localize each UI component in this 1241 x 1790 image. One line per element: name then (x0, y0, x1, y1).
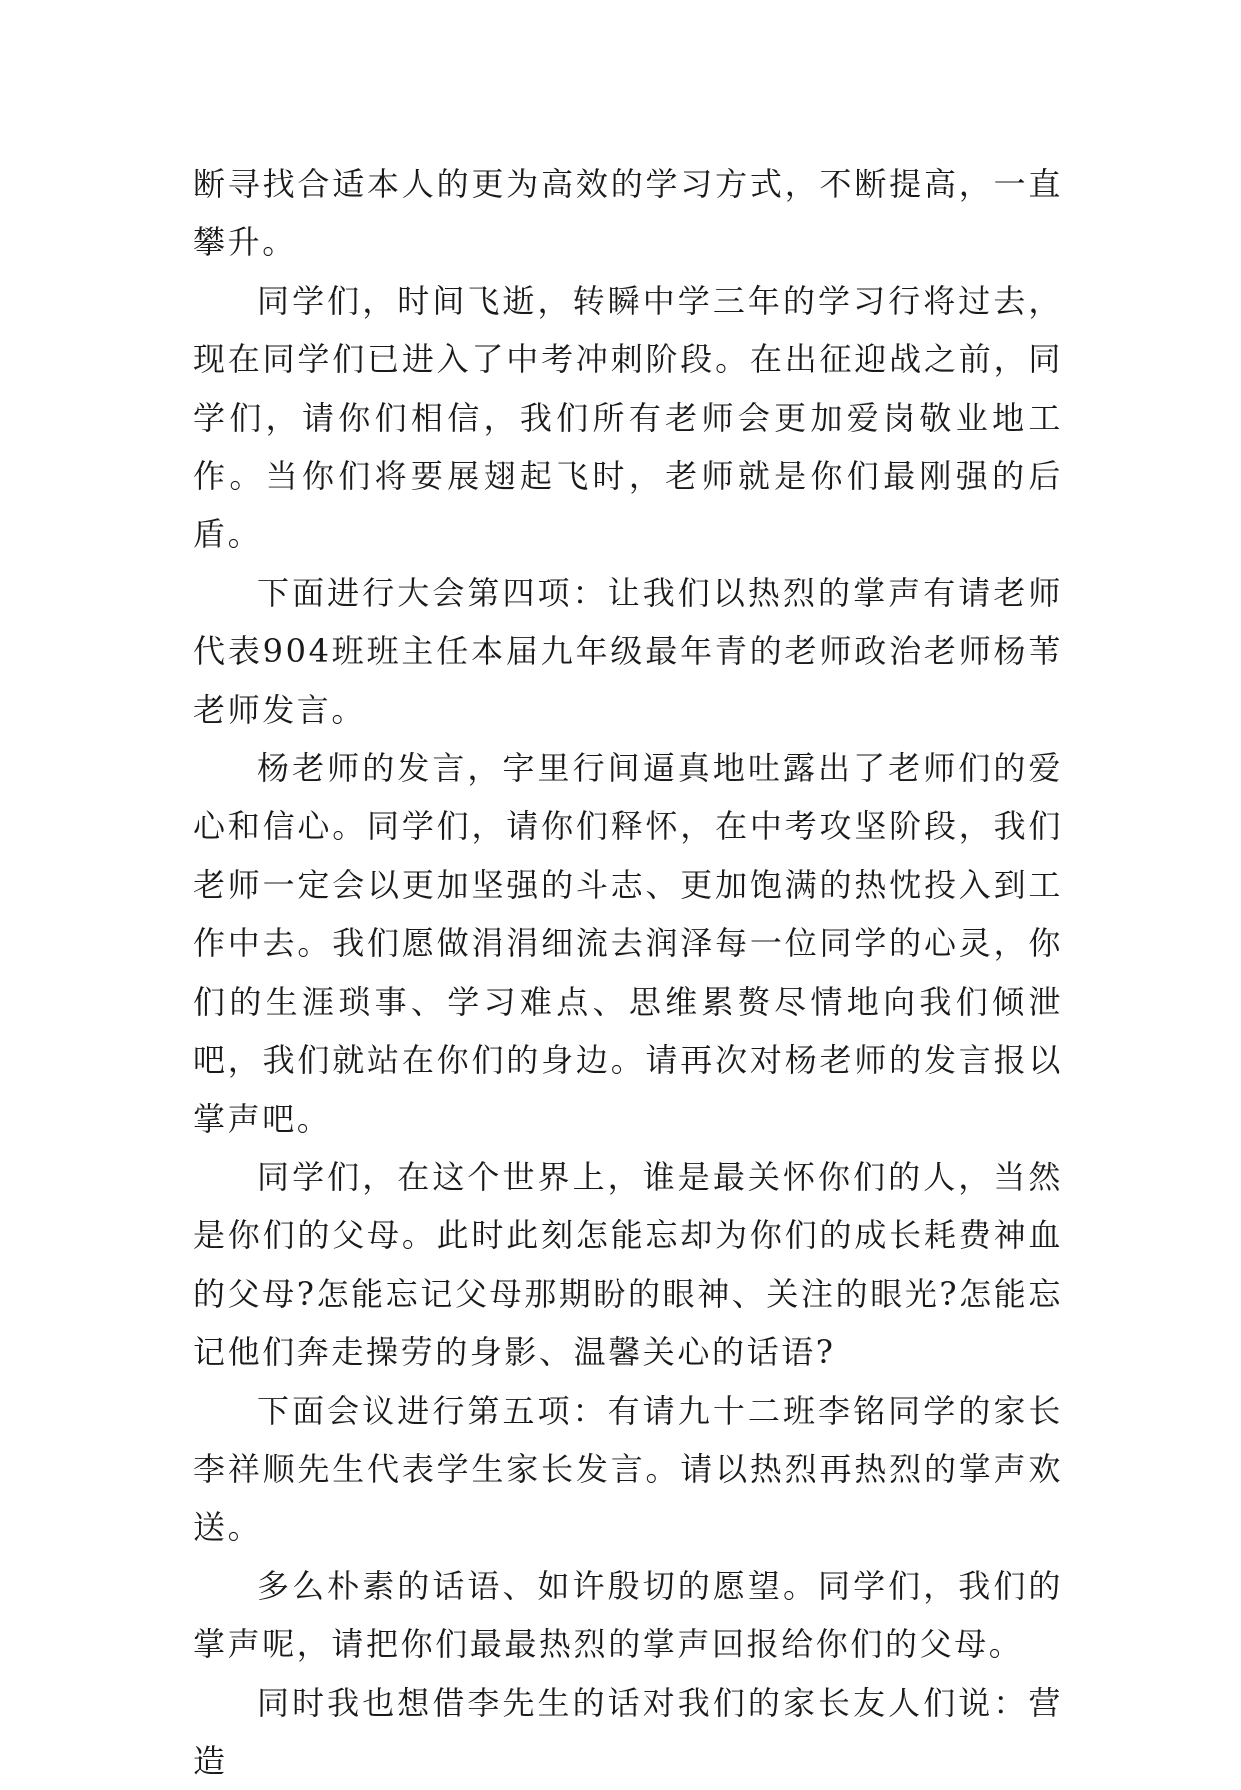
paragraph-4: 杨老师的发言，字里行间逼真地吐露出了老师们的爱心和信心。同学们，请你们释怀，在中考攻坚阶段，我们老师一定会以更加坚强的斗志、更加饱满的热忱投入到工作中去。我们愿做涓涓细流去润泽每一位同学的心灵，你们的生涯琐事、学习难点、思维累赘尽情地向我们倾泄吧，我们就站在你们的身边。请再次对杨老师的发言报以掌声吧。 (193, 749, 1063, 1138)
paragraph-3: 下面进行大会第四项：让我们以热烈的掌声有请老师代表904班班主任本届九年级最年青的老师政治老师杨苇老师发言。 (193, 573, 1063, 729)
paragraph-7: 多么朴素的话语、如许殷切的愿望。同学们，我们的掌声呢，请把你们最最热烈的掌声回报给你们的父母。 (193, 1566, 1063, 1664)
paragraph-8: 同时我也想借李先生的话对我们的家长友人们说：营造 (193, 1683, 1063, 1780)
document-body (193, 155, 1063, 1790)
paragraph-2: 同学们，时间飞逝，转瞬中学三年的学习行将过去，现在同学们已进入了中考冲刺阶段。在出征迎战之前，同学们，请你们相信，我们所有老师会更加爱岗敬业地工作。当你们将要展翅起飞时，老师就是你们最刚强的后盾。 (193, 281, 1063, 554)
paragraph-1: 断寻找合适本人的更为高效的学习方式，不断提高，一直攀升。 (193, 165, 1063, 262)
paragraph-6: 下面会议进行第五项：有请九十二班李铭同学的家长李祥顺先生代表学生家长发言。请以热烈再热烈的掌声欢送。 (193, 1391, 1063, 1547)
paragraph-5: 同学们，在这个世界上，谁是最关怀你们的人，当然是你们的父母。此时此刻怎能忘却为你们的成长耗费神血的父母?怎能忘记父母那期盼的眼神、关注的眼光?怎能忘记他们奔走操劳的身影、温馨关心的话语? (193, 1157, 1063, 1372)
